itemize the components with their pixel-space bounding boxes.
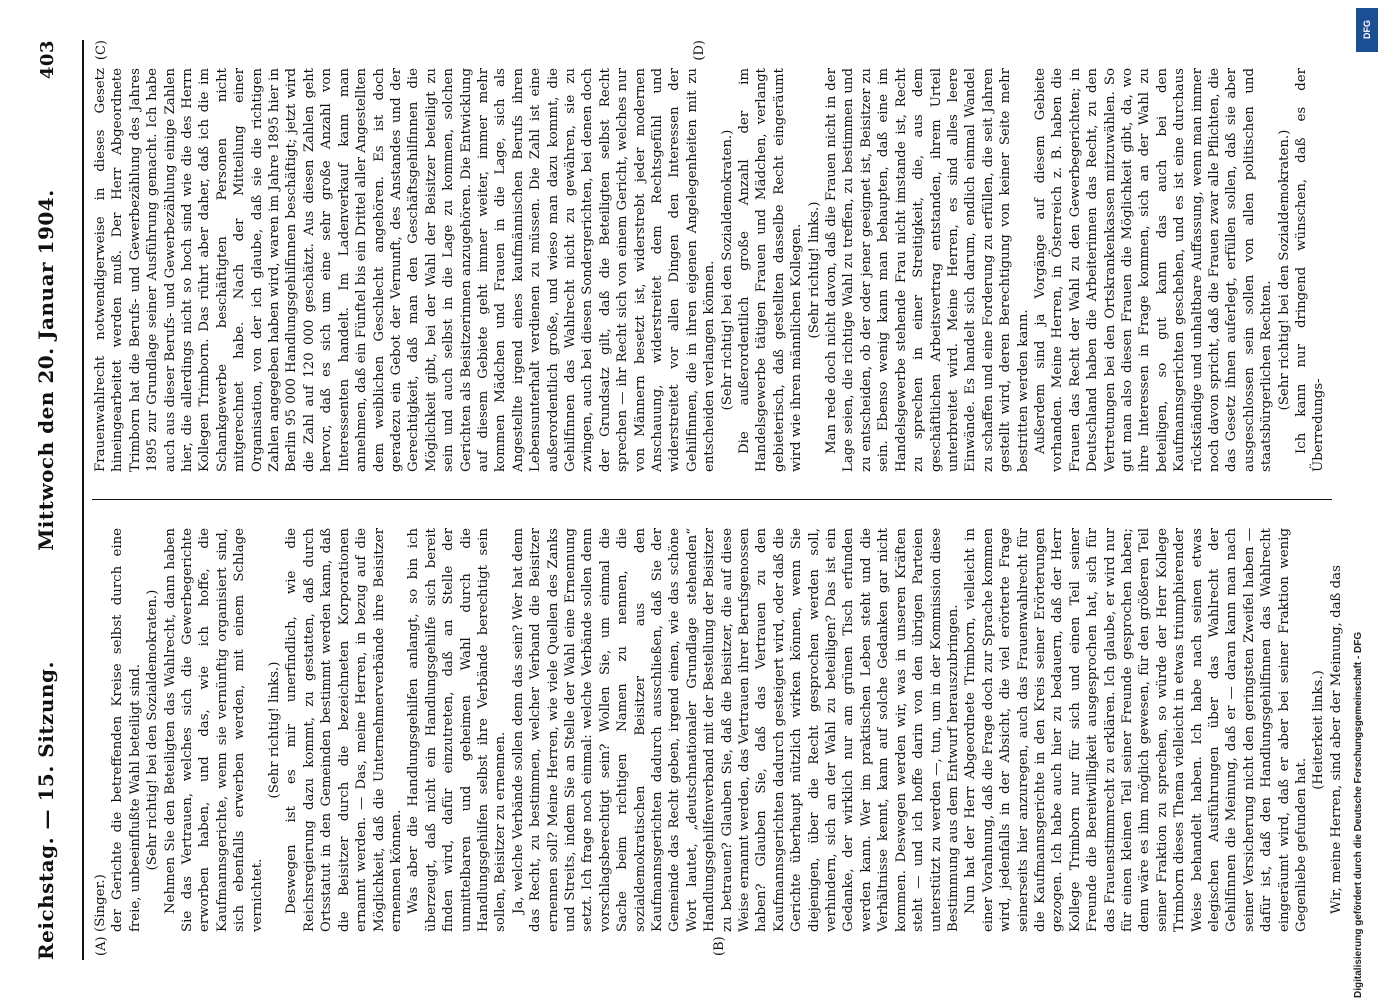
paragraph: (Sehr richtig! bei den Sozialdemokraten.) [719,129,735,411]
paragraph: (Sehr richtig! links.) [267,661,283,799]
paragraph: (Sehr richtig! links.) [806,201,822,339]
paragraph: Deswegen ist es mir unerfindlich, wie die Reichsregierung dazu kommt, zu gestatten, daß durch Ortsstatut in den Gemeinden bestimmt werden kann, daß die Beisitzer durch die bezeichneten Korporationen ernannt werden. — Das, meine Herren, in bezug auf die Möglichkeit, daß die Unternehmerverbände ihre Beisitzer ernennen können. [284,528,404,932]
paragraph: Nehmen Sie den Beteiligten das Wahlrecht, dann haben Sie das Vertrauen, welches sich die Gewerbegerichte erworben haben, und das, wie ich hoffe, die Kaufmannsgerichte, wenn sie vernünftig organisiert sind, sich ebenfalls erwerben werden, mit einem Schlage vernichtet. [162,528,265,932]
page-number: 403 [37,40,58,80]
paragraph: Was aber die Handlungsgehilfen anlangt, so bin ich überzeugt, daß nicht ein Handlungsgehilfe sich bereit finden wird, dafür einzutreten, daß an Stelle der unmittelbaren und geheimen Wahl durch die Handlungsgehilfen selbst ihre Verbände berechtigt sein sollen, Beisitzer zu ernennen. [406,528,509,932]
margin-marker-b: (B) [712,936,727,956]
margin-marker-d: (D) [692,40,707,61]
paragraph: (Sehr richtig! bei den Sozialdemokraten.) [1276,129,1292,411]
margin-marker-c: (C) [94,40,109,61]
paragraph: Man rede doch nicht davon, daß die Frauen nicht in der Lage seien, die richtige Wahl zu treffen, zu bestimmen und zu entscheiden, ob der oder jener geeignet ist, Beisitzer zu sein. Ebenso wenig kann man behaupten, daß eine im Handelsgewerbe stehende Frau nicht imstande ist, Recht zu sprechen in einer Streitigkeit, die, aus dem geschäftlichen Arbeitsvertrag entstanden, ihrem Urteil unterbreitet wird. Meine Herren, es sind alles leere Einwände. Es handelt sich darum, endlich einmal Wandel zu schaffen und eine Forderung zu erfüllen, die seit Jahren gestellt wird, deren Berechtigung von keiner Seite mehr bestritten werden kann. [824,68,1031,472]
paragraph: Ja, welche Verbände sollen denn das sein? Wer hat denn das Recht, zu bestimmen, welcher Verband die Beisitzer ernennen soll? Meine Herren, wie viele Quellen des Zanks und Streits, indem Sie an Stelle der Wahl eine Ernennung setzt. Ich frage noch einmal: welche Verbände sollen denn vorschlagsberechtigt sein? Wollen Sie, um einmal die Sache beim richtigen Namen zu nennen, die sozialdemokratischen Beisitzer aus den Kaufmannsgerichten dadurch ausschließen, daß Sie der Gemeinde das Recht geben, irgend einen, wie das schöne Wort lautet, „deutschnationaler Grundlage stehenden“ Handlungsgehilfenverband mit der Bestellung der Beisitzer zu betrauen? Glauben Sie, daß die Beisitzer, die auf diese Weise ernannt werden, das Vertrauen ihrer Berufsgenossen haben? Glauben Sie, daß das Vertrauen zu den Kaufmannsgerichten dadurch gesteigert wird, oder daß die Gerichte überhaupt nützlich wirken können, wenn Sie diejenigen, über die Recht gesprochen werden soll, verhindern, sich an der Wahl zu beteiligen? Das ist ein Gedanke, der wirklich nur am grünen Tisch erfunden werden kann. Wer im praktischen Leben steht und die Verhältnisse kennt, kann auf solche Gedanken gar nicht kommen. Deswegen werden wir, was in unseren Kräften steht — und ich hoffe darin von den übrigen Parteien unterstützt zu werden —, tun, um in der Kommission diese Bestimmung aus dem Entwurf herauszubringen. [510,528,961,932]
paragraph: (Sehr richtig! bei den Sozialdemokraten.) [145,589,161,871]
paragraph: Ich kann nur dringend wünschen, daß es der Überredungs- [1294,68,1327,472]
paragraph: Nun hat der Herr Abgeordnete Trimborn, vielleicht in einer Vorahnung, daß die Frage doch zur Sprache kommen wird, jedenfalls in der Absicht, die viel erörterte Frage seinerseits hier anzuregen, auch das Frauenwahlrecht für die Kaufmannsgerichte in den Kreis seiner Erörterungen gezogen. Ich habe auch hier zu bedauern, daß der Herr Kollege Trimborn nur für sich und einen Teil seiner Freunde die Bereitwilligkeit ausgesprochen hat, sich für das Frauenstimmrecht zu erklären. Ich glaube, er wird nur für einen kleinen Teil seiner Freunde gesprochen haben; denn wäre es ihm möglich gewesen, für den größeren Teil seiner Fraktion zu sprechen, so würde der Herr Kollege Trimborn dieses Thema vielleicht in etwas triumphierender Weise behandelt haben. Ich habe nach seinen etwas elegischen Ausführungen über das Wahlrecht der Gehilfinnen die Meinung, daß er — daran kann man nach seiner Versicherung nicht den geringsten Zweifel haben — dafür ist, daß den Handlungsgehilfinnen das Wahlrecht eingeräumt wird, daß er aber bei seiner Fraktion wenig Gegenliebe gefunden hat. [963,528,1310,932]
paragraph: Die außerordentlich große Anzahl der im Handelsgewerbe tätigen Frauen und Mädchen, verlangt gebieterisch, daß gestellten dasselbe Recht eingeräumt wird wie ihren männlichen Kollegen. [737,68,805,472]
header-date: Mittwoch den 20. Januar 1904. [34,189,58,551]
text-columns [92,40,1344,960]
digitization-note: Digitalisierung gefördert durch die Deutsche Forschungsgemeinschaft - DFG [1353,631,1364,998]
page-header [34,40,84,960]
header-left: Reichstag. — 15. Sitzung. [34,661,58,960]
paragraph: Frauenwahlrecht notwendigerweise in dieses Gesetz hineingearbeitet werden muß. Der Herr Abgeordnete Trimborn hat die Berufs- und Gewerbezählung des Jahres 1895 zur Grundlage seiner Ausführung gemacht. Ich habe auch aus dieser Berufs- und Gewerbezählung einige Zahlen hier, die allerdings nicht so hoch sind wie die des Herrn Kollegen Trimborn. Das rührt aber daher, daß ich die im Schankgewerbe beschäftigten Personen nicht mitgerechnet habe. Nach der Mitteilung einer Organisation, von der ich glaube, daß sie die richtigen Zahlen angegeben haben wird, waren im Jahre 1895 hier in Berlin 95 000 Handlungsgehilfinnen beschäftigt; jetzt wird die Zahl auf 120 000 geschätzt. Aus diesen Zahlen geht hervor, daß es sich um eine sehr große Anzahl von Interessenten handelt. Im Ladenverkauf kann man annehmen, daß ein Fünftel bis ein Drittel aller Angestellten dem weiblichen Geschlecht angehören. Es ist doch geradezu ein Gebot der Vernunft, des Anstandes und der Gerechtigkeit, daß man den Geschäftsgehilfinnen die Möglichkeit gibt, bei der Wahl der Beisitzer beteiligt zu sein und auch selbst in die Lage zu kommen, solchen Gerichten als Beisitzerinnen anzugehören. Die Entwicklung auf diesem Gebiete geht immer weiter, immer mehr kommen Mädchen und Frauen in die Lage, sich als Angestellte irgend eines kaufmännischen Berufs ihren Lebensunterhalt verdienen zu müssen. Die Zahl ist eine außerordentlich große, und wieso man dazu kommt, die Gehilfinnen das Wahlrecht nicht zu gewähren, sie zu zwingen, auch bei diesen Sondergerichten, bei denen doch der Grundsatz gilt, daß die Beteiligten selbst Recht sprechen — ihr Recht sich von einem Gericht, welches nur von Männern besetzt ist, widerstrebt jeder modernen Anschauung, widerstreitet dem Rechtsgefühl und widerstreitet vor allen Dingen den Interessen der Gehilfinnen, die in ihren eigenen Angelegenheiten mit zu entscheiden verlangen können. [93,68,718,472]
paragraph: Wir, meine Herren, sind aber der Meinung, daß das [1328,565,1344,914]
paragraph: (Singer.) [93,874,108,932]
paragraph: der Gerichte die betreffenden Kreise selbst durch eine freie, unbeeinflußte Wahl beteiligt sind. [110,528,143,932]
margin-marker-a: (A) [94,936,109,956]
left-column [92,500,1344,960]
paragraph: (Heiterkeit links.) [1311,670,1327,790]
paragraph: Außerdem sind ja Vorgänge auf diesem Gebiete vorhanden. Meine Herren, in Österreich z. B. haben die Frauen das Recht der Wahl zu den Gewerbegerichten; in Deutschland haben die Arbeiterinnen das Recht, zu den Vertretungen bei den Ortskrankenkassen mitzuwählen. So gut man also diesen Frauen die Möglichkeit gibt, da, wo ihre Interessen in Frage kommen, sich an der Wahl zu beteiligen, so gut kann das auch bei den Kaufmannsgerichten geschehen, und es ist eine durchaus rückständige und unhaltbare Auffassung, wenn man immer noch davon spricht, daß die Frauen zwar alle Pflichten, die das Gesetz ihnen auferlegt, erfüllen sollen, daß sie aber ausgeschlossen sein sollen von allen politischen und staatsbürgerlichen Rechten. [1032,68,1275,472]
right-column [92,40,1332,500]
dfg-logo: DFG [1356,8,1378,52]
